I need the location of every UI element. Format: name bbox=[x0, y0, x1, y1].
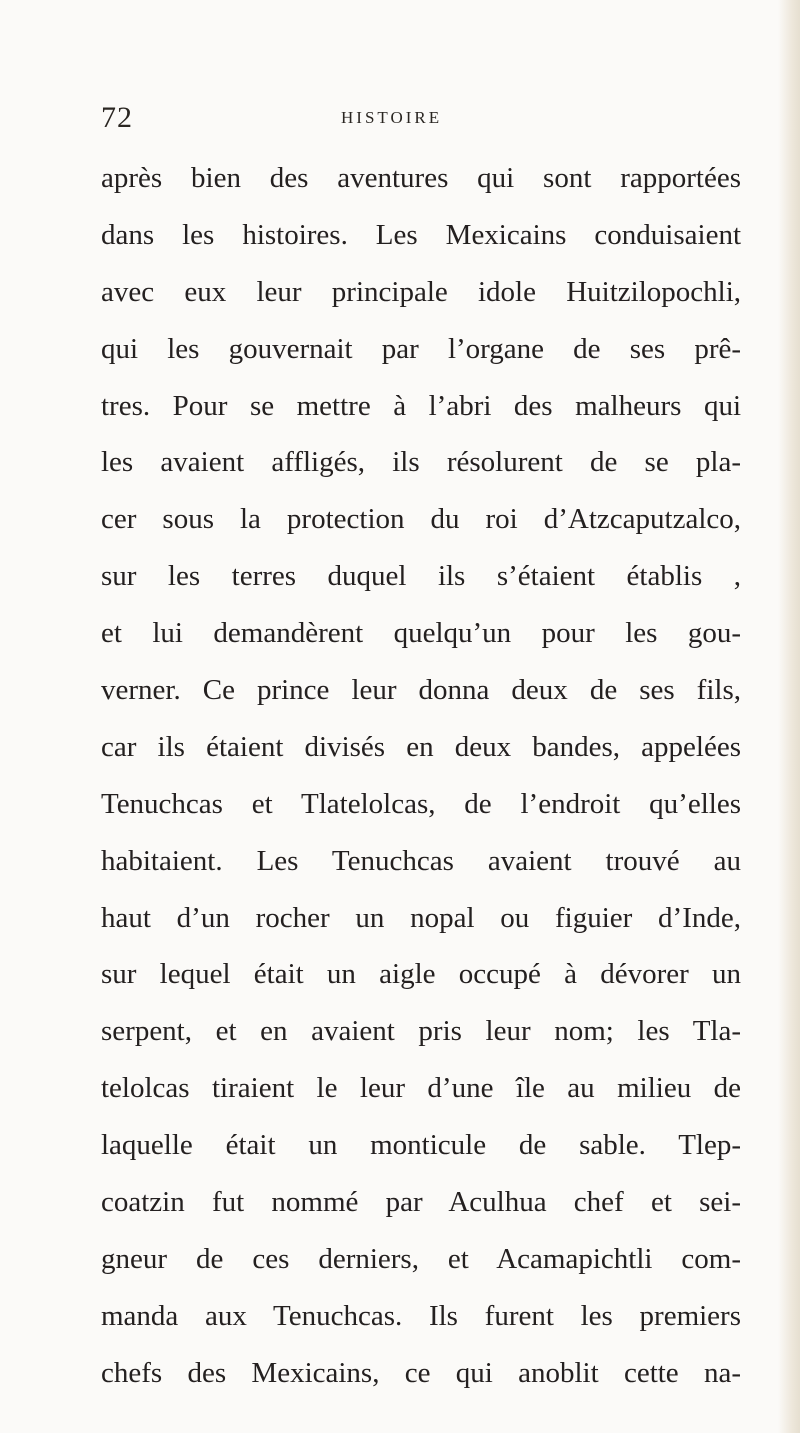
page-edge-shadow bbox=[778, 0, 800, 1433]
text-line: qui les gouvernait par l’organe de ses prê- bbox=[101, 332, 741, 365]
text-line: manda aux Tenuchcas. Ils furent les premiers bbox=[101, 1299, 741, 1332]
text-line: chefs des Mexicains, ce qui anoblit cette na- bbox=[101, 1356, 741, 1389]
body-text bbox=[101, 150, 741, 1402]
text-line: serpent, et en avaient pris leur nom; les Tla- bbox=[101, 1015, 741, 1048]
text-line: et lui demandèrent quelqu’un pour les gou- bbox=[101, 617, 741, 650]
text-line: haut d’un rocher un nopal ou figuier d’Inde, bbox=[101, 901, 741, 934]
text-line: coatzin fut nommé par Aculhua chef et sei- bbox=[101, 1186, 741, 1219]
text-line: habitaient. Les Tenuchcas avaient trouvé au bbox=[101, 844, 741, 877]
text-line: gneur de ces derniers, et Acamapichtli com- bbox=[101, 1242, 741, 1275]
running-head-title: HISTOIRE bbox=[341, 108, 443, 127]
text-line: les avaient affligés, ils résolurent de se pla- bbox=[101, 446, 741, 479]
text-line: car ils étaient divisés en deux bandes, appelées bbox=[101, 730, 741, 763]
text-line: sur lequel était un aigle occupé à dévorer un bbox=[101, 958, 741, 991]
text-line: telolcas tiraient le leur d’une île au milieu de bbox=[101, 1072, 741, 1105]
text-line: cer sous la protection du roi d’Atzcaputzalco, bbox=[101, 503, 741, 536]
text-line: tres. Pour se mettre à l’abri des malheurs qui bbox=[101, 389, 741, 422]
text-line: après bien des aventures qui sont rapportées bbox=[101, 162, 741, 194]
text-line: dans les histoires. Les Mexicains conduisaient bbox=[101, 218, 741, 251]
running-head bbox=[101, 98, 741, 138]
text-line: laquelle était un monticule de sable. Tlep- bbox=[101, 1129, 741, 1162]
text-line: verner. Ce prince leur donna deux de ses fils, bbox=[101, 674, 741, 707]
page-number: 72 bbox=[101, 101, 133, 134]
text-line: avec eux leur principale idole Huitzilopochli, bbox=[101, 275, 741, 308]
text-line: sur les terres duquel ils s’étaient établis , bbox=[101, 560, 741, 593]
text-line: Tenuchcas et Tlatelolcas, de l’endroit qu’elles bbox=[101, 787, 741, 820]
